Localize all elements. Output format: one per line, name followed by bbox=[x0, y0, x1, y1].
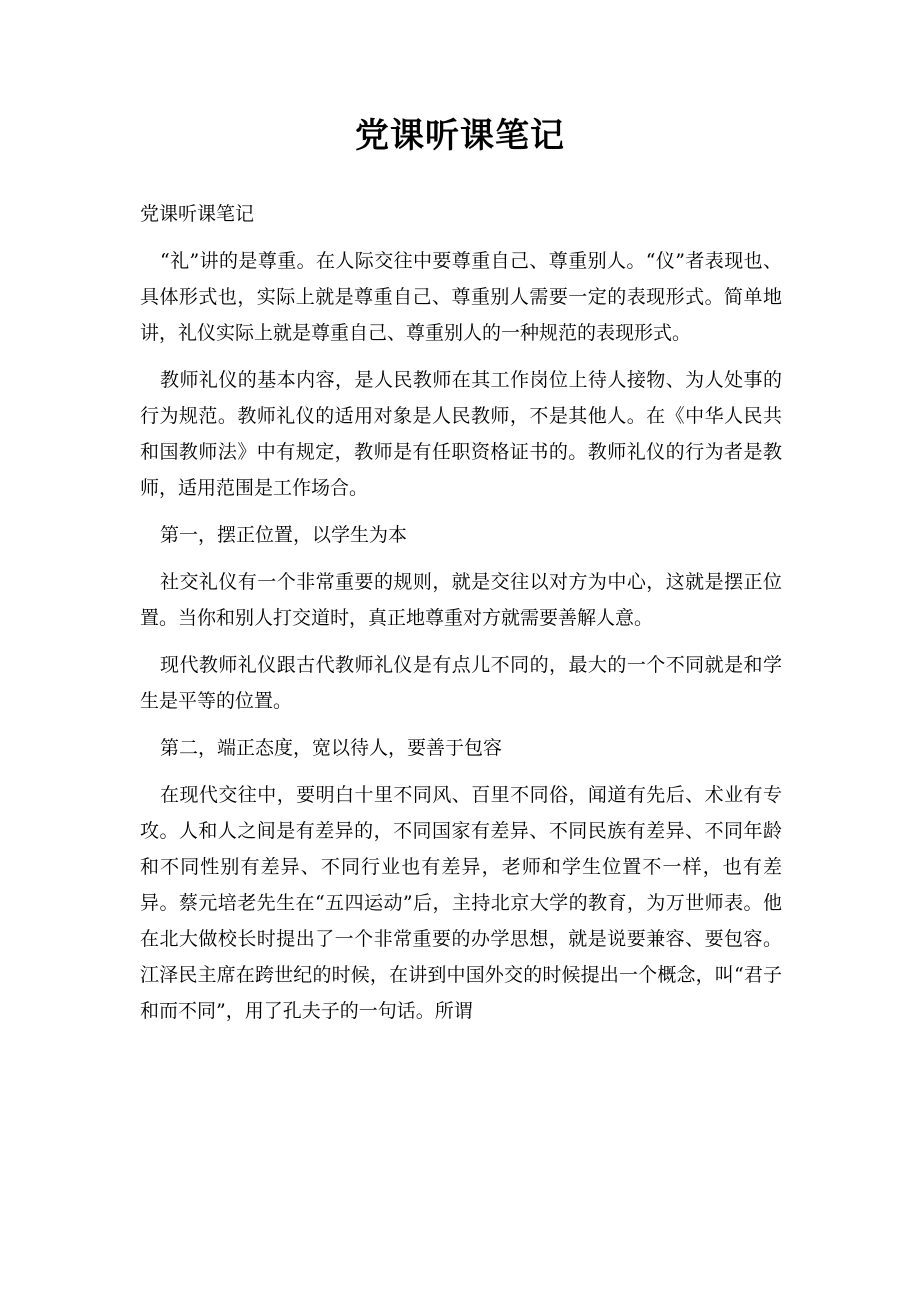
section-heading-first: 第一，摆正位置，以学生为本 bbox=[160, 524, 408, 546]
paragraph-modern-vs-ancient: 现代教师礼仪跟古代教师礼仪是有点儿不同的，最大的一个不同就是和学生是平等的位置。 bbox=[140, 654, 782, 712]
document-subtitle: 党课听课笔记 bbox=[140, 203, 255, 225]
paragraph-teacher-etiquette-content: 教师礼仪的基本内容，是人民教师在其工作岗位上待人接物、为人处事的行为规范。教师礼仪的适用对象是人民教师，不是其他人。在《中华人民共和国教师法》中有规定，教师是有任职资格证书的。教师礼仪的行为者是教师，适用范围是工作场合。 bbox=[140, 369, 782, 499]
section-heading-second: 第二，端正态度，宽以待人，要善于包容 bbox=[160, 737, 503, 759]
document-body bbox=[140, 196, 782, 1040]
document-title: 党课听课笔记 bbox=[355, 116, 565, 156]
paragraph-tolerance: 在现代交往中，要明白十里不同风、百里不同俗，闻道有先后、术业有专攻。人和人之间是有差异的，不同国家有差异、不同民族有差异、不同年龄和不同性别有差异、不同行业也有差异，老师和学生位置不一样，也有差异。蔡元培老先生在“五四运动”后，主持北京大学的教育，为万世师表。他在北大做校长时提出了一个非常重要的办学思想，就是说要兼容、要包容。江泽民主席在跨世纪的时候，在讲到中国外交的时候提出一个概念，叫“君子和而不同”，用了孔夫子的一句话。所谓 bbox=[140, 784, 782, 1022]
paragraph-li-yi-definition: “礼”讲的是尊重。在人际交往中要尊重自己、尊重别人。“仪”者表现也、具体形式也，实际上就是尊重自己、尊重别人需要一定的表现形式。简单地讲，礼仪实际上就是尊重自己、尊重别人的一种规范的表现形式。 bbox=[140, 250, 782, 344]
paragraph-social-etiquette-rule: 社交礼仪有一个非常重要的规则，就是交往以对方为中心，这就是摆正位置。当你和别人打交道时，真正地尊重对方就需要善解人意。 bbox=[140, 571, 782, 629]
